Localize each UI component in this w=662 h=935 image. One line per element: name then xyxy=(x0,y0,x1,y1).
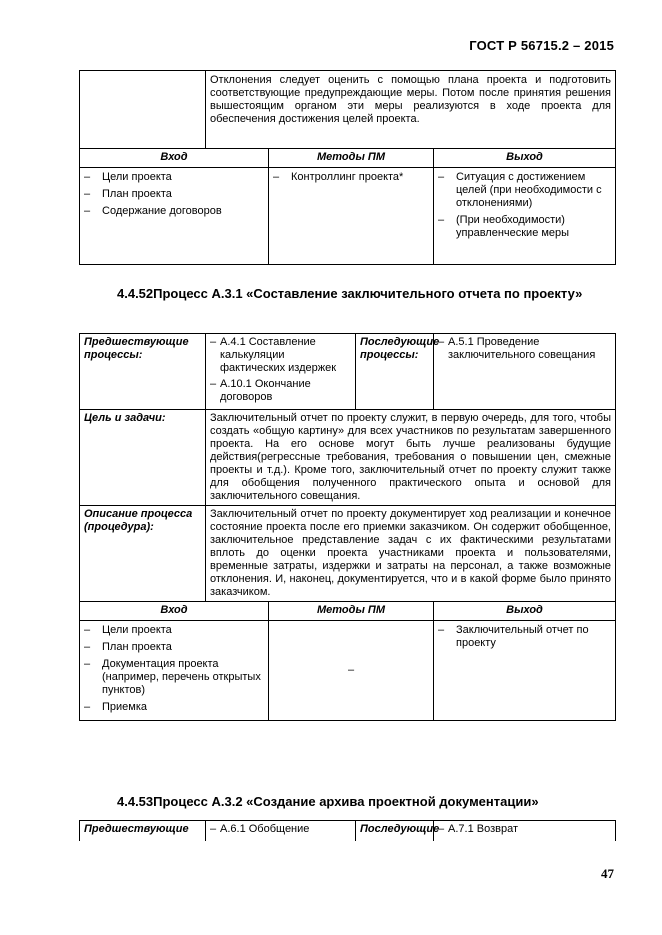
list-item: – А.4.1 Составление калькуляции фактических издержек xyxy=(210,336,351,375)
list-item: – Содержание договоров xyxy=(84,205,264,218)
list-item: – А.6.1 Обобщение xyxy=(210,823,351,836)
goal-label: Цель и задачи: xyxy=(80,410,206,506)
page-number: 47 xyxy=(601,866,614,881)
column-input-header: Вход xyxy=(80,602,269,621)
inputs-cell xyxy=(80,621,269,721)
section-heading-4-4-53 xyxy=(79,793,615,811)
list-item: – Контроллинг проекта* xyxy=(273,171,429,184)
document-header: ГОСТ Р 56715.2 – 2015 xyxy=(469,38,614,53)
list-item: – А.5.1 Проведение заключительного совещания xyxy=(438,336,611,362)
list-item: – Приемка xyxy=(84,701,264,714)
predecessor-label: Предшествующие xyxy=(80,821,206,842)
predecessor-label: Предшествующие процессы: xyxy=(80,334,206,410)
column-output-header: Выход xyxy=(434,149,616,168)
goal-text: Заключительный отчет по проекту служит, в первую очередь, для того, чтобы создать «общую картину» для всех участников по результатам завершенного проекта. На его основе могут быть лучше реализованы будущие действия(регрессные требования, требования о повышении цен, смежные проекты и т.д.). Кроме того, заключительный отчет по проекту служит также для обобщения полученного практического опыта и основой для заключительного совещания. xyxy=(206,410,616,506)
list-item: – Ситуация с достижением целей (при необходимости с отклонениями) xyxy=(438,171,611,210)
outputs-cell xyxy=(434,621,616,721)
section-heading-4-4-52 xyxy=(79,285,615,303)
list-item: – Цели проекта xyxy=(84,624,264,637)
successor-label: Последующие процессы: xyxy=(356,334,434,410)
process-table-a32 xyxy=(79,820,616,841)
list-item: – А.7.1 Возврат xyxy=(438,823,611,836)
deviation-text: Отклонения следует оценить с помощью плана проекта и подготовить соответствующие предупреждающие меры. Потом после принятия решения вышестоящим органом эти меры реализуются в ходе проекта для обеспечения достижения целей проекта. xyxy=(206,71,616,149)
empty-cell xyxy=(80,71,206,149)
section-heading-text: 4.4.52Процесс А.3.1 «Составление заключительного отчета по проекту» xyxy=(117,286,583,301)
description-label: Описание процесса (процедура): xyxy=(80,506,206,602)
process-table-a31 xyxy=(79,333,616,721)
column-methods-header: Методы ПМ xyxy=(269,602,434,621)
section-heading-text: 4.4.53Процесс А.3.2 «Создание архива проектной документации» xyxy=(117,794,539,809)
list-item: – Документация проекта (например, перечень открытых пунктов) xyxy=(84,658,264,697)
list-item: – Заключительный отчет по проекту xyxy=(438,624,611,650)
list-item: – А.10.1 Окончание договоров xyxy=(210,378,351,404)
methods-cell: – xyxy=(269,621,434,721)
methods-cell xyxy=(269,168,434,265)
inputs-cell xyxy=(80,168,269,265)
process-table-continued xyxy=(79,70,616,265)
list-item: – Цели проекта xyxy=(84,171,264,184)
successor-processes xyxy=(434,334,616,410)
predecessor-processes xyxy=(206,334,356,410)
predecessor-processes xyxy=(206,821,356,842)
successor-label: Последующие xyxy=(356,821,434,842)
column-methods-header: Методы ПМ xyxy=(269,149,434,168)
list-item: – (При необходимости) управленческие меры xyxy=(438,214,611,240)
successor-processes xyxy=(434,821,616,842)
list-item: – План проекта xyxy=(84,188,264,201)
column-output-header: Выход xyxy=(434,602,616,621)
column-input-header: Вход xyxy=(80,149,269,168)
description-text: Заключительный отчет по проекту документирует ход реализации и конечное состояние проекта после его приемки заказчиком. Он содержит обобщенное, заключительное представление задач с их фактическими результатами вплоть до оценки проекта участниками проекта и пользователями, временные затраты, издержки и затраты на персонал, а также возможные отклонения. И, наконец, документируется, что и в какой форме было принято заказчиком. xyxy=(206,506,616,602)
list-item: – План проекта xyxy=(84,641,264,654)
outputs-cell xyxy=(434,168,616,265)
